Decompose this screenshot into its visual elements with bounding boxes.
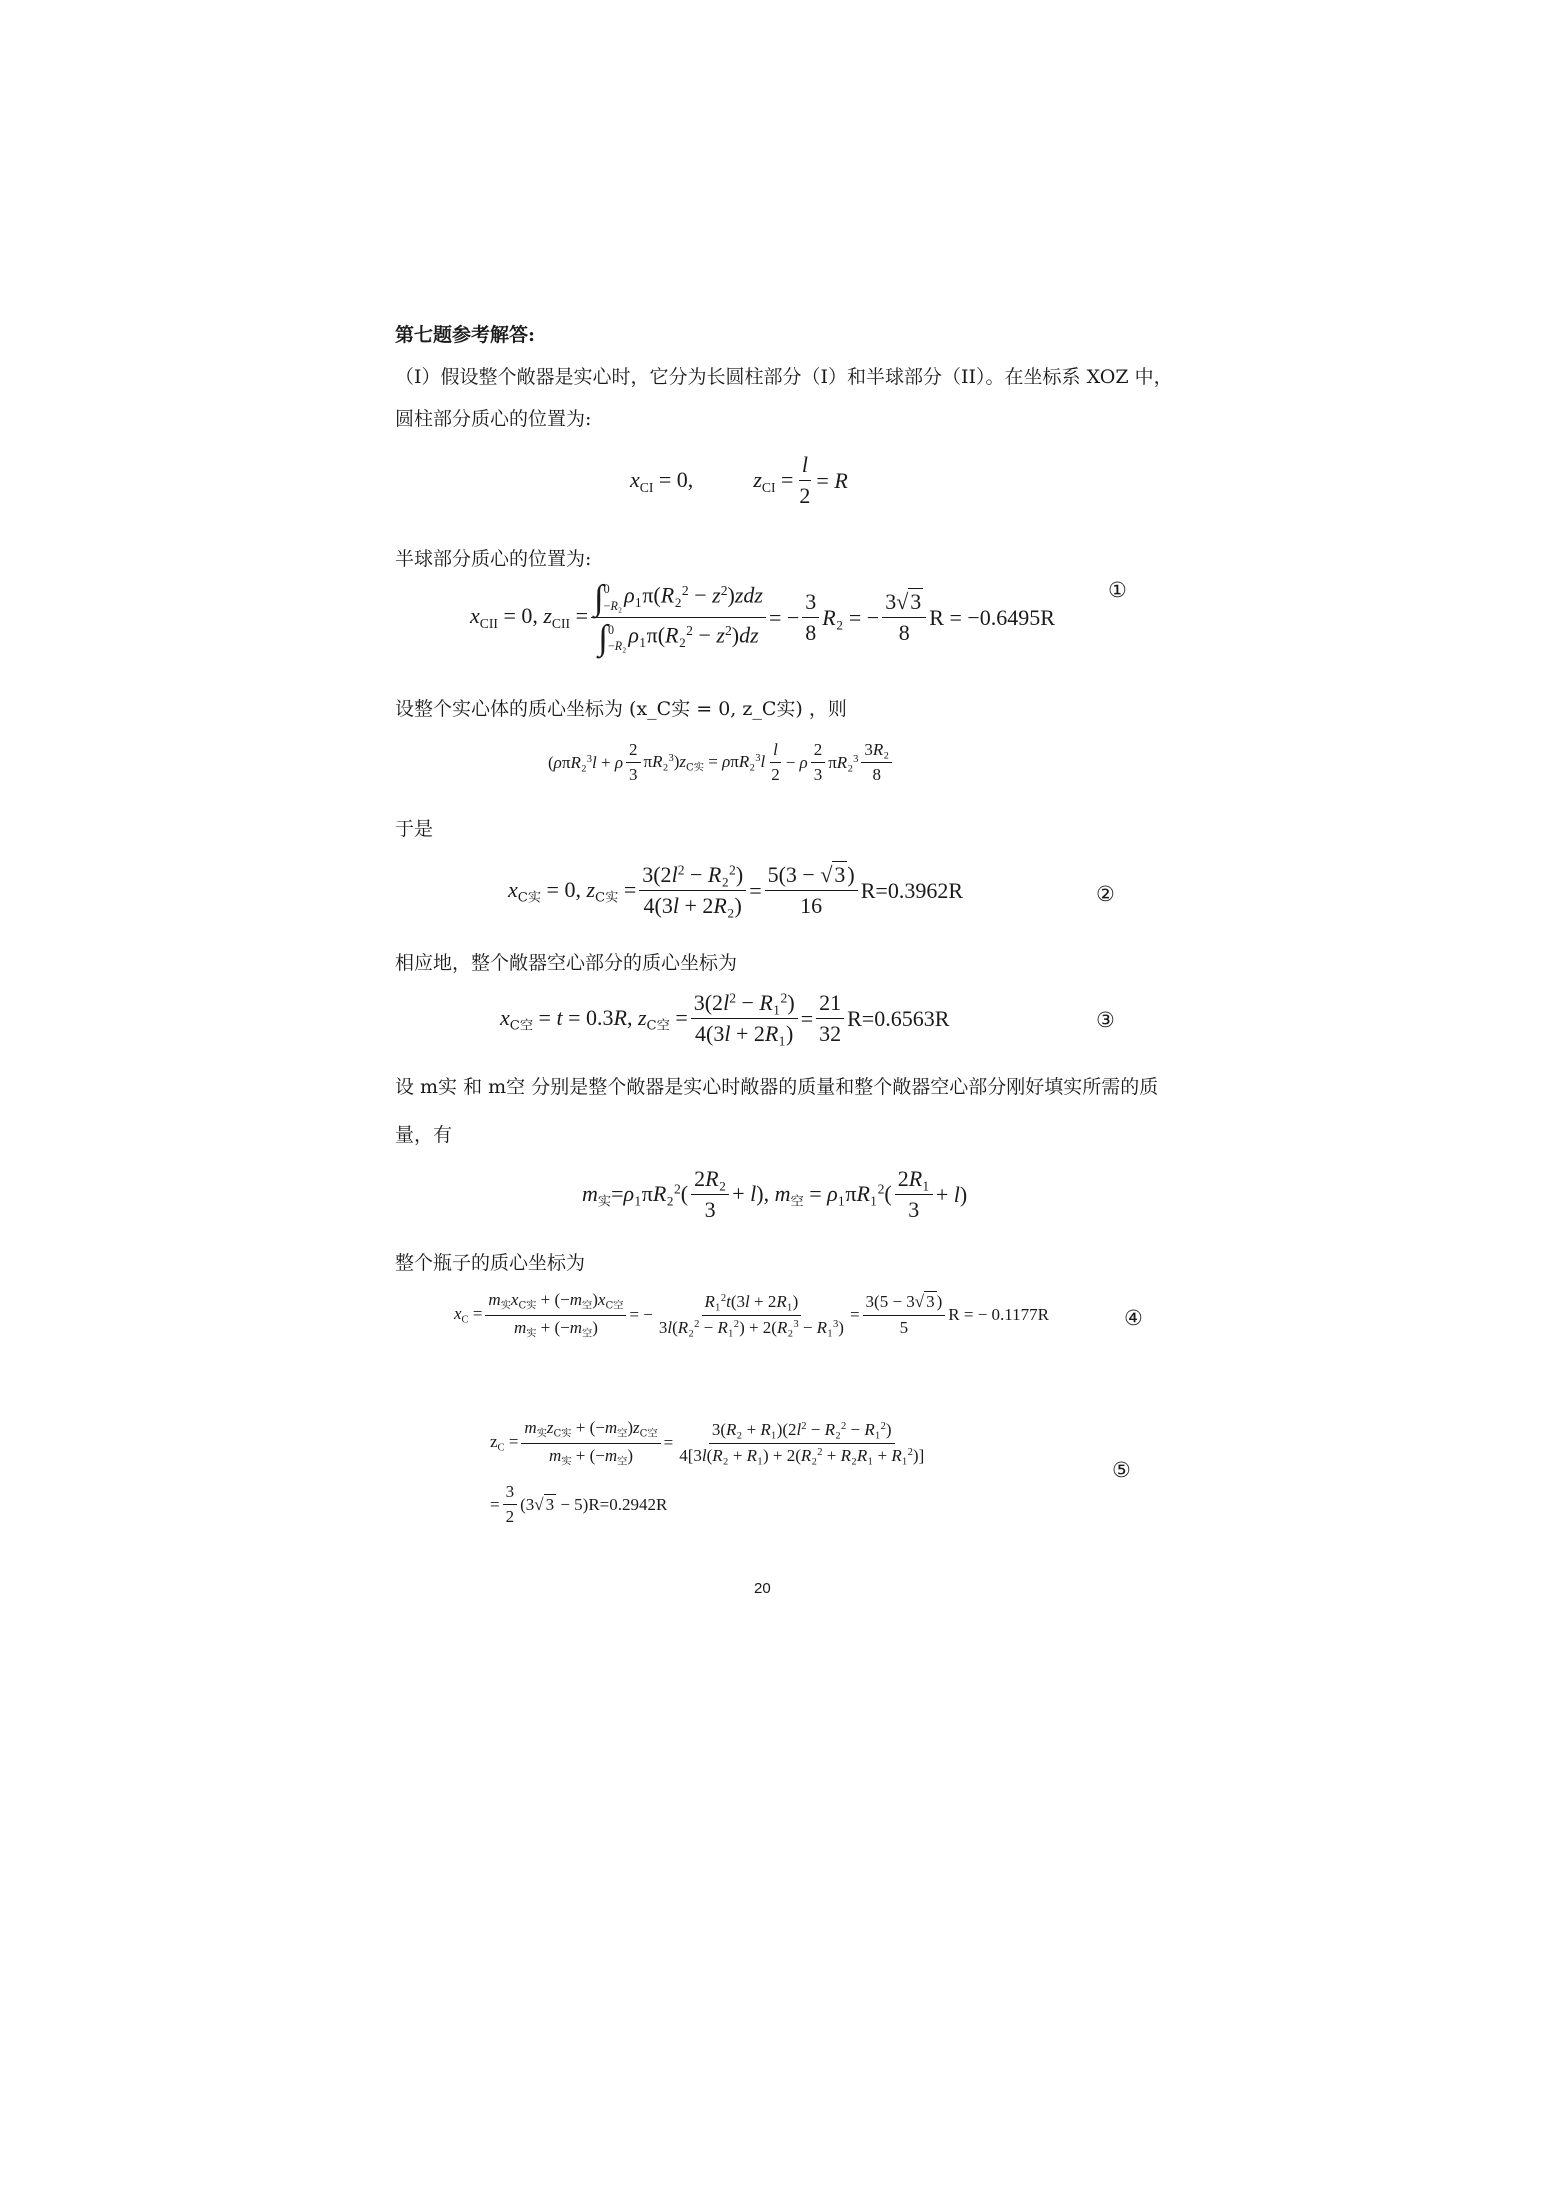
equation-bottle-x: $x_C$ = $\frac{m_实x_{C实} + (-m_空)x_{C空}}{m_实 + (-m_空)}$ = − $\frac{R_1^2t(3l + 2R_1)}{3l(R_2^2 - R_1^2) + 2(R_2^3 - R_1^3)}$ = $\frac{3(5 - 3√ 3 )}{5}$ R = − 0.1177R	[454, 1290, 1050, 1340]
paragraph-hollow-com: 相应地，整个敞器空心部分的质心坐标为	[395, 952, 738, 974]
paragraph-intro-line1: （I）假设整个敞器是实心时，它分为长圆柱部分（I）和半球部分（II）。在坐标系 XOZ 中，	[395, 366, 1173, 388]
equation-number-3: ③	[1096, 1008, 1115, 1032]
equation-number-4: ④	[1124, 1306, 1143, 1330]
eq2-result: R=0.3962R	[860, 877, 964, 903]
equation-solid-balance: (ρπR₂$^3$l + ρ $\frac{2}{3}$ $\pi R_2^3)z_{C实} = \rho\pi R_2^3l$ $\frac{l}{2}$ − ρ $\frac{2}{3}$ πR₂$^3$ $\frac{\text{3R₂}}{8}$	[548, 740, 895, 786]
equation-hemisphere-com: $x_{CII} = 0$, $z_{CII}$ = ∫ 0 −R₂ $\rho_1\pi(R_2^2 - z^2)zdz$ ∫ 0 −R₂ $\rho_1\pi(R_2^2 - z^2)dz$ = − $\frac{3}{8}$ R₂ = − $\frac{3√3}{8}$ R = −0.6495R	[470, 578, 1055, 658]
eq5-result: R=0.2942R	[588, 1494, 668, 1514]
paragraph-bottle-com: 整个瓶子的质心坐标为	[395, 1252, 586, 1274]
paragraph-therefore: 于是	[395, 818, 434, 840]
equation-number-2: ②	[1096, 882, 1115, 906]
equation-solid-com: $x_{C实} = 0$, $z_{C实}$ = $\frac{3(2l^2 - R_2^2)}{\text{4(3l + 2R₂)}}$ = $\frac{5(3 - √3)}{16}$ R=0.3962R	[508, 862, 964, 919]
eq1-result: R = −0.6495R	[929, 604, 1055, 630]
equation-number-5: ⑤	[1112, 1458, 1131, 1482]
equation-masses: $m_实=\rho_1\pi R_2^2$( $\frac{\text{2R₂}}{3}$ + l), $m_空 = \rho_1\pi R_1^2$( $\frac{\text{2R₁}}{3}$ + l)	[582, 1166, 968, 1223]
equation-cylinder-com: $x_{CI} = 0$, $z_{CI}$ = $\frac{l}{2}$ = R	[630, 452, 848, 509]
equation-bottle-z: $z_C$ = $\frac{m_实z_{C实} + (-m_空)z_{C空}}{m_实 + (-m_空)}$ = $\frac{3(R_2 + R_1)(2l^2 - R_2^2 - R_1^2)}{4[3l(R_2 + R_1) + 2(R_2^2 + R_2R_1 + R_1^2)]}$	[490, 1418, 925, 1468]
equation-number-1: ①	[1108, 578, 1127, 602]
eq3-result: R=0.6563R	[847, 1005, 950, 1031]
equation-hollow-com: $x_{C空} = t = 0.3R$, $z_{C空}$ = $\frac{3(2l^2 - R_1^2)}{\text{4(3l + 2R₁)}}$ = $\frac{21}{32}$ R=0.6563R	[500, 990, 950, 1047]
section-heading: 第七题参考解答:	[395, 324, 536, 346]
page-number: 20	[754, 1580, 771, 1597]
paragraph-hemisphere: 半球部分质心的位置为:	[395, 548, 592, 570]
paragraph-mass-line1: 设 m实 和 m空 分别是整个敞器是实心时敞器的质量和整个敞器空心部分刚好填实所需的质	[395, 1076, 1159, 1098]
eq4-result: R = − 0.1177R	[948, 1305, 1050, 1325]
paragraph-solid-com: 设整个实心体的质心坐标为 (x_C实 = 0, z_C实) ，则	[395, 698, 847, 720]
paragraph-intro-line2: 圆柱部分质心的位置为:	[395, 408, 592, 430]
paragraph-mass-line2: 量，有	[395, 1124, 453, 1146]
equation-bottle-z-result: = $\frac{3}{2}$ (3√ 3 − 5) R=0.2942R	[490, 1482, 668, 1527]
